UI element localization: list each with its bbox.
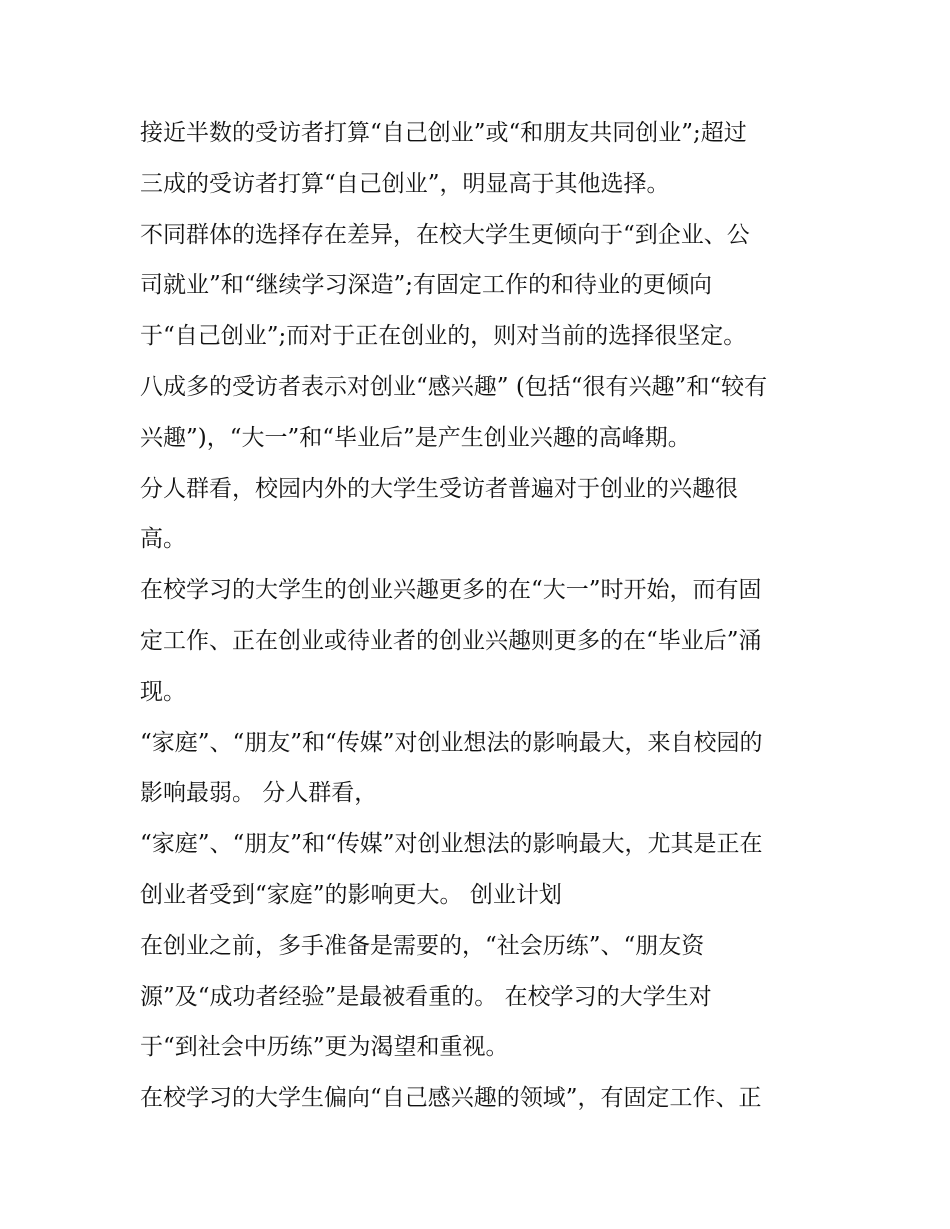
text-line: 在校学习的大学生的创业兴趣更多的在“大一”时开始，而有固 [140, 577, 762, 604]
text-line: 于“到社会中历练”更为渴望和重视。 [140, 1034, 509, 1061]
text-line: 不同群体的选择存在差异，在校大学生更倾向于“到企业、公 [140, 221, 750, 248]
text-line: 司就业”和“继续学习深造”;有固定工作的和待业的更倾向 [140, 272, 713, 299]
text-line: “家庭”、“朋友”和“传媒”对创业想法的影响最大，尤其是正在 [140, 831, 763, 858]
text-line: 创业者受到“家庭”的影响更大。 创业计划 [140, 881, 562, 908]
body-text [140, 108, 820, 1124]
text-line: 分人群看，校园内外的大学生受访者普遍对于创业的兴趣很 [140, 475, 738, 502]
text-line: 于“自己创业”;而对于正在创业的，则对当前的选择很坚定。 [140, 323, 747, 350]
text-line: 在校学习的大学生偏向“自己感兴趣的领域”，有固定工作、正 [140, 1085, 762, 1112]
text-line: 高。 [140, 526, 186, 553]
text-line: 现。 [140, 678, 186, 705]
text-line: 八成多的受访者表示对创业“感兴趣” (包括“很有兴趣”和“较有 [140, 373, 768, 400]
text-line: 源”及“成功者经验”是最被看重的。 在校学习的大学生对 [140, 983, 712, 1010]
text-line: 定工作、正在创业或待业者的创业兴趣则更多的在“毕业后”涌 [140, 627, 762, 654]
text-line: “家庭”、“朋友”和“传媒”对创业想法的影响最大，来自校园的 [140, 729, 763, 756]
text-line: 兴趣”)，“大一”和“毕业后”是产生创业兴趣的高峰期。 [140, 424, 691, 451]
text-line: 影响最弱。 分人群看， [140, 780, 378, 807]
text-line: 在创业之前，多手准备是需要的，“社会历练”、“朋友资 [140, 932, 705, 959]
text-line: 三成的受访者打算“自己创业”，明显高于其他选择。 [140, 170, 670, 197]
text-line: 接近半数的受访者打算“自己创业”或“和朋友共同创业”;超过 [140, 120, 747, 146]
